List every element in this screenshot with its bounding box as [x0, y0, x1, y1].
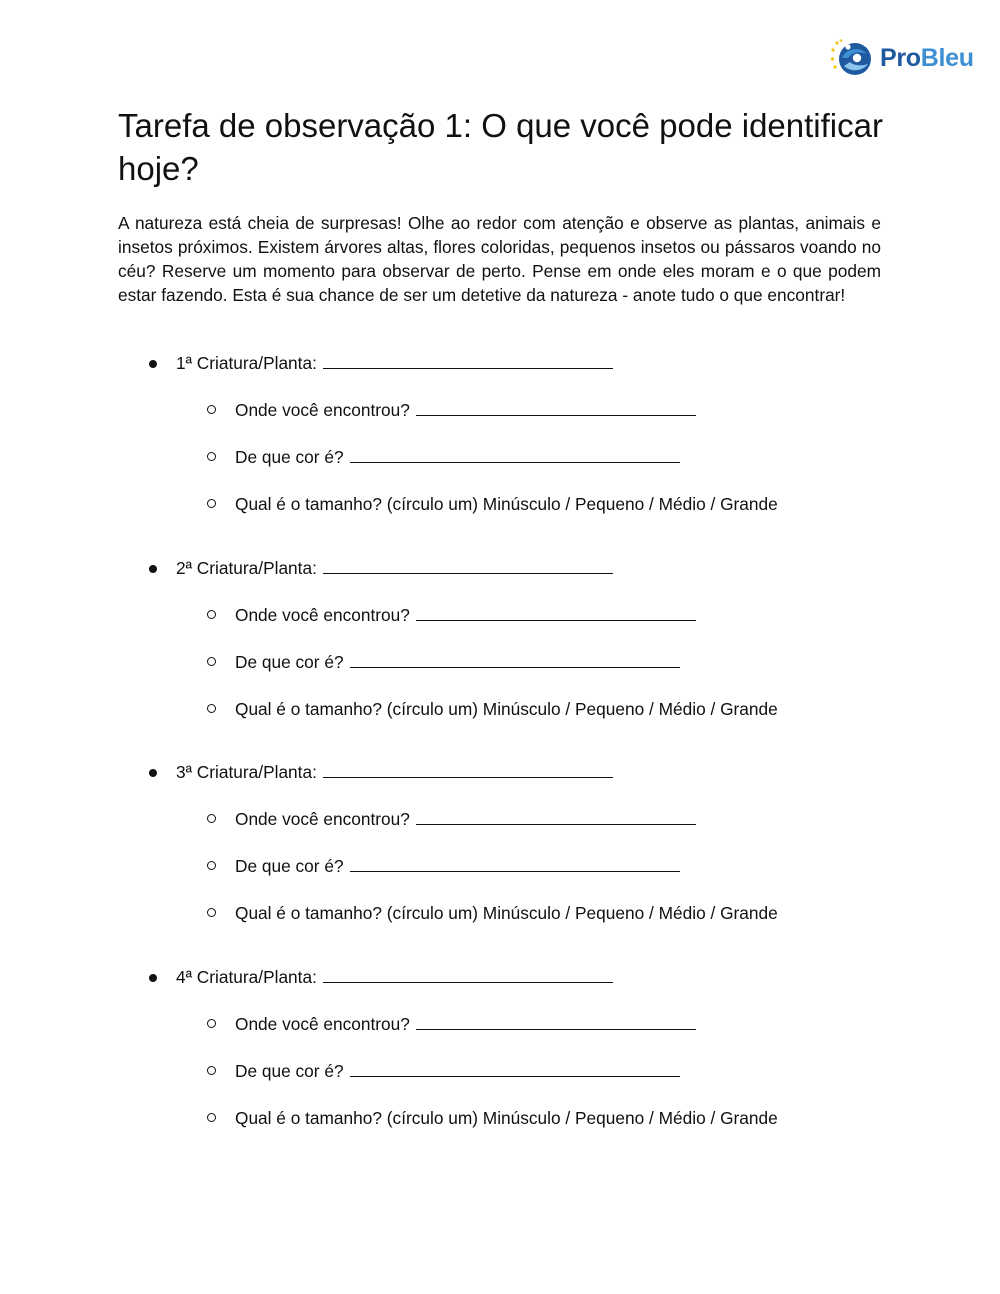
- bullet-icon: [149, 974, 157, 982]
- answer-blank[interactable]: [416, 810, 696, 825]
- bullet-icon: [149, 769, 157, 777]
- list-item: [176, 966, 613, 988]
- answer-blank[interactable]: [350, 857, 680, 872]
- sub-bullet-icon: [207, 1066, 216, 1075]
- sub-list-item: [235, 399, 696, 421]
- answer-blank[interactable]: [323, 559, 613, 574]
- sub-bullet-icon: [207, 704, 216, 713]
- sub-list-item: [235, 651, 680, 673]
- brand-name-pro: Pro: [880, 43, 921, 72]
- intro-paragraph: A natureza está cheia de surpresas! Olhe ao redor com atenção e observe as plantas, animais e insetos próximos. Existem árvores altas, flores coloridas, pequenos insetos ou pássaros voando no céu? Reserve um momento para observar de perto. Pense em onde eles moram e o que podem estar fazendo. Esta é sua chance de ser um detetive da natureza - anote tudo o que encontrar!: [118, 213, 881, 305]
- answer-blank[interactable]: [323, 354, 613, 369]
- answer-blank[interactable]: [416, 1015, 696, 1030]
- sub-bullet-icon: [207, 610, 216, 619]
- sub-list-item: [235, 698, 778, 720]
- answer-blank[interactable]: [350, 1062, 680, 1077]
- answer-blank[interactable]: [350, 653, 680, 668]
- question-label: De que cor é?: [235, 447, 344, 467]
- creature-label: 2ª Criatura/Planta:: [176, 558, 317, 578]
- question-label: De que cor é?: [235, 652, 344, 672]
- question-label: Qual é o tamanho? (círculo um) Minúsculo / Pequeno / Médio / Grande: [235, 699, 778, 719]
- sub-list-item: [235, 808, 696, 830]
- answer-blank[interactable]: [416, 401, 696, 416]
- creature-label: 1ª Criatura/Planta:: [176, 353, 317, 373]
- sub-bullet-icon: [207, 861, 216, 870]
- list-item: [176, 557, 613, 579]
- question-label: Onde você encontrou?: [235, 605, 410, 625]
- answer-blank[interactable]: [416, 606, 696, 621]
- answer-blank[interactable]: [323, 763, 613, 778]
- creature-label: 4ª Criatura/Planta:: [176, 967, 317, 987]
- question-label: De que cor é?: [235, 856, 344, 876]
- sub-list-item: [235, 1060, 680, 1082]
- question-label: Onde você encontrou?: [235, 1014, 410, 1034]
- question-label: Qual é o tamanho? (círculo um) Minúsculo / Pequeno / Médio / Grande: [235, 494, 778, 514]
- sub-list-item: [235, 855, 680, 877]
- sub-bullet-icon: [207, 814, 216, 823]
- sub-list-item: [235, 902, 778, 924]
- question-label: Qual é o tamanho? (círculo um) Minúsculo / Pequeno / Médio / Grande: [235, 903, 778, 923]
- sub-bullet-icon: [207, 1113, 216, 1122]
- brand-name-bleu: Bleu: [920, 43, 974, 72]
- sub-bullet-icon: [207, 452, 216, 461]
- page-title: Tarefa de observação 1: O que você pode identificar hoje?: [118, 107, 883, 187]
- answer-blank[interactable]: [323, 968, 613, 983]
- sub-list-item: [235, 446, 680, 468]
- question-label: Onde você encontrou?: [235, 809, 410, 829]
- creature-label: 3ª Criatura/Planta:: [176, 762, 317, 782]
- sub-list-item: [235, 604, 696, 626]
- question-label: De que cor é?: [235, 1061, 344, 1081]
- answer-blank[interactable]: [350, 448, 680, 463]
- question-label: Onde você encontrou?: [235, 400, 410, 420]
- sub-bullet-icon: [207, 657, 216, 666]
- list-item: [176, 352, 613, 374]
- sub-bullet-icon: [207, 405, 216, 414]
- bullet-icon: [149, 565, 157, 573]
- sub-list-item: [235, 1013, 696, 1035]
- bullet-icon: [149, 360, 157, 368]
- sub-list-item: [235, 493, 778, 515]
- question-label: Qual é o tamanho? (círculo um) Minúsculo / Pequeno / Médio / Grande: [235, 1108, 778, 1128]
- sub-bullet-icon: [207, 499, 216, 508]
- sub-bullet-icon: [207, 908, 216, 917]
- sub-bullet-icon: [207, 1019, 216, 1028]
- sub-list-item: [235, 1107, 778, 1129]
- list-item: [176, 761, 613, 783]
